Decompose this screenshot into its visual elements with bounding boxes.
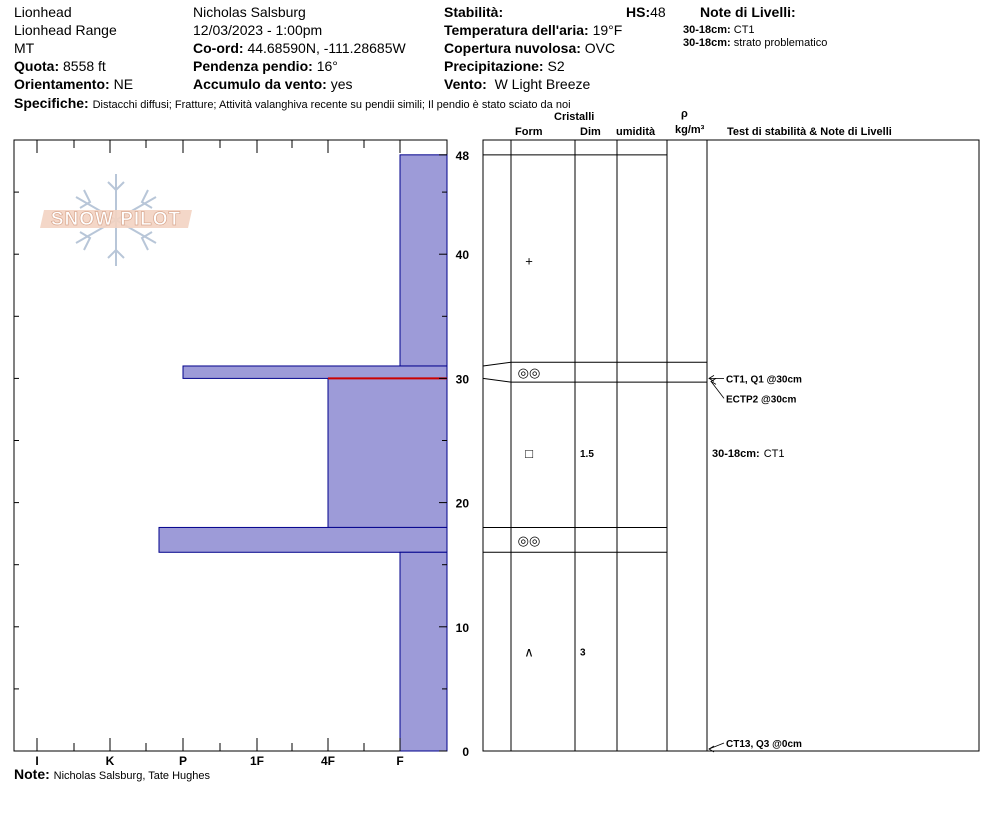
precip-label: Precipitazione: — [444, 58, 544, 74]
grain-size-label: 3 — [580, 647, 586, 659]
x-tick-label: 1F — [249, 754, 265, 768]
grain-form-symbol: □ — [525, 445, 533, 461]
layers-table-frame — [483, 140, 979, 751]
elevation-label: Quota: — [14, 58, 60, 74]
coord-label: Co-ord: — [193, 40, 244, 56]
y-tick-label: 10 — [455, 620, 469, 635]
y-tick-label: 20 — [455, 496, 469, 511]
layer-connector — [483, 362, 511, 366]
stability-label: Stabilità: — [444, 4, 504, 20]
air-temp-value: 19°F — [592, 22, 623, 38]
layer-notes-title: Note di Livelli: — [700, 4, 796, 20]
site-name: Lionhead — [14, 4, 72, 20]
crystals-header: Cristalli — [554, 111, 595, 123]
test-label: ECTP2 @30cm — [726, 394, 797, 406]
y-tick-label: 48 — [455, 148, 469, 163]
tests-header: Test di stabilità & Note di Livelli — [727, 126, 892, 138]
hardness-bar — [400, 155, 447, 366]
layer-connector — [483, 378, 511, 382]
x-tick-label: F — [396, 754, 404, 768]
layer-note-range: 30-18cm: — [712, 447, 760, 460]
specifics-label: Specifiche: — [14, 95, 89, 111]
hs-value: 48 — [650, 4, 666, 20]
precip-value: S2 — [547, 58, 565, 74]
test-label: CT13, Q3 @0cm — [726, 739, 802, 750]
y-tick-label: 0 — [462, 745, 469, 759]
hs-label: HS: — [626, 4, 651, 20]
hardness-bar — [159, 527, 447, 552]
x-tick-label: I — [35, 754, 39, 768]
layer-note-1-text: CT1 — [733, 24, 755, 36]
footer-note-label: Note: — [14, 766, 50, 782]
footer-note-text: Nicholas Salsburg, Tate Hughes — [53, 770, 211, 782]
dim-header: Dim — [580, 126, 601, 138]
wind-load-value: yes — [330, 76, 353, 92]
test-arrow — [711, 381, 724, 398]
sky-value: OVC — [584, 40, 616, 56]
slope-value: 16° — [316, 58, 338, 74]
footer-note — [14, 766, 210, 783]
observer-name: Nicholas Salsburg — [193, 4, 306, 20]
state-name: MT — [14, 40, 35, 56]
grain-form-symbol: + — [525, 253, 533, 269]
aspect-value: NE — [113, 76, 134, 92]
sky-label: Copertura nuvolosa: — [444, 40, 581, 56]
elevation-value: 8558 ft — [63, 58, 106, 74]
hardness-bar — [328, 378, 447, 527]
layer-note-2-range: 30-18cm: — [683, 37, 731, 49]
aspect-label: Orientamento: — [14, 76, 110, 92]
y-tick-label: 30 — [455, 372, 469, 387]
wind-value: W Light Breeze — [494, 76, 591, 92]
grain-form-symbol: ∧ — [524, 644, 534, 660]
hardness-bar — [183, 366, 447, 378]
humidity-header: umidità — [616, 126, 656, 138]
test-label: CT1, Q1 @30cm — [726, 374, 802, 386]
density-header: kg/m³ — [675, 124, 705, 136]
specifics-text: Distacchi diffusi; Fratture; Attività valanghiva recente su pendii simili; Il pendio è stato sciato da noi — [92, 99, 571, 111]
wind-load-label: Accumulo da vento: — [193, 76, 327, 92]
form-header: Form — [515, 126, 543, 138]
layer-note-annotation — [712, 448, 784, 460]
grain-form-symbol: ◎◎ — [517, 365, 541, 381]
wind-label: Vento: — [444, 76, 487, 92]
grain-form-symbol: ◎◎ — [517, 532, 541, 548]
x-tick-label: 4F — [320, 754, 336, 768]
layer-note-2-text: strato problematico — [733, 37, 828, 49]
grain-size-label: 1.5 — [580, 448, 594, 460]
slope-label: Pendenza pendio: — [193, 58, 313, 74]
obs-datetime: 12/03/2023 - 1:00pm — [193, 22, 323, 38]
layer-note-1-range: 30-18cm: — [683, 24, 731, 36]
range-name: Lionhead Range — [14, 22, 117, 38]
y-tick-label: 40 — [455, 248, 469, 263]
rho-header: ρ — [681, 108, 688, 120]
hardness-bar — [400, 552, 447, 751]
air-temp-label: Temperatura dell'aria: — [444, 22, 589, 38]
x-tick-label: K — [105, 754, 115, 768]
x-tick-label: P — [178, 754, 188, 768]
layer-note-text: CT1 — [763, 447, 785, 460]
logo-text: SNOW PILOT — [50, 209, 182, 230]
coord-value: 44.68590N, -111.28685W — [247, 40, 406, 56]
